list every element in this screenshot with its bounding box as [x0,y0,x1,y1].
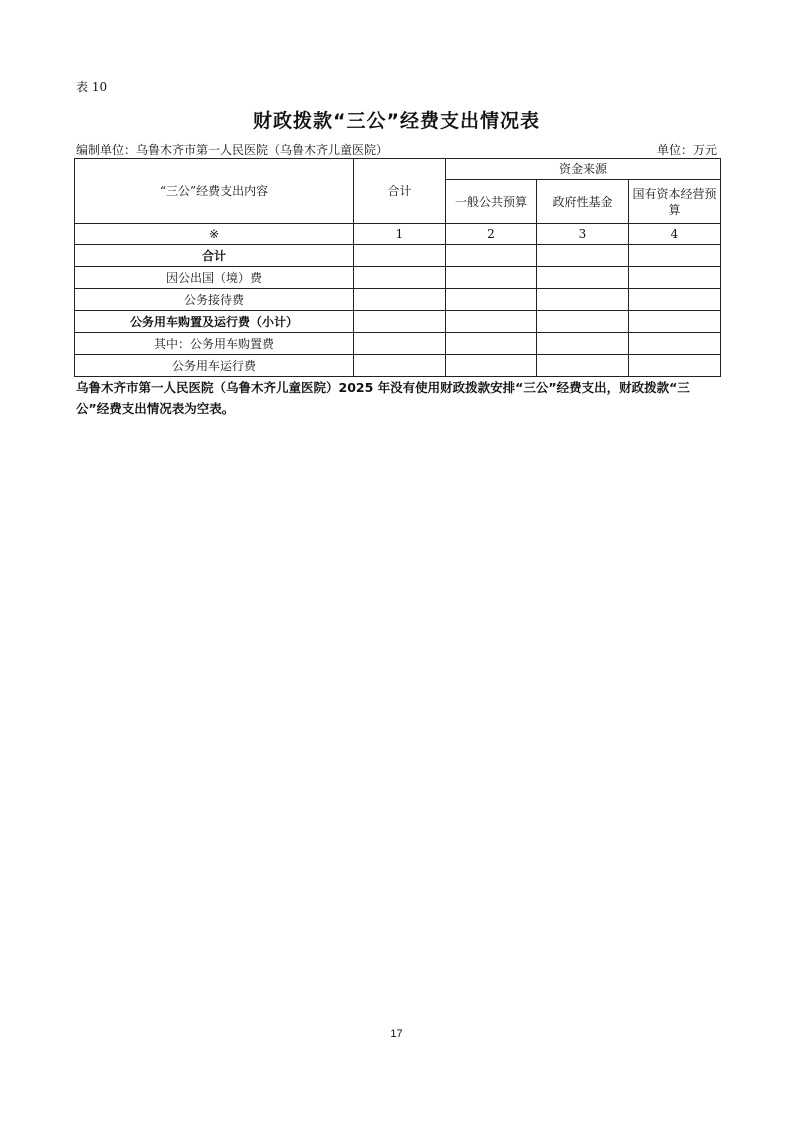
cell [629,311,721,333]
page-title: 财政拨款“三公”经费支出情况表 [253,110,540,132]
table-row [75,355,721,377]
empty-table-note: 乌鲁木齐市第一人民医院（乌鲁木齐儿童医院）2025 年没有使用财政拨款安排“三公”经费支出，财政拨款“三公”经费支出情况表为空表。 [76,380,690,416]
table-row [75,333,721,355]
cell [446,333,537,355]
expense-table [74,158,721,377]
index-cell: 3 [537,224,629,245]
header-item: “三公”经费支出内容 [75,159,354,224]
index-row [75,224,721,245]
cell [537,245,629,267]
table-row [75,245,721,267]
cell [629,267,721,289]
cell [537,267,629,289]
cell [446,245,537,267]
cell [354,333,446,355]
index-cell: 1 [354,224,446,245]
row-label: 合计 [75,245,354,267]
row-label: 因公出国（境）费 [75,267,354,289]
cell [446,267,537,289]
cell [537,333,629,355]
row-label: 公务用车购置及运行费（小计） [75,311,354,333]
unit-label: 单位：万元 [656,143,717,157]
cell [537,355,629,377]
page-number: 17 [390,1028,403,1040]
cell [446,355,537,377]
row-label: 其中：公务用车购置费 [75,333,354,355]
row-label: 公务接待费 [75,289,354,311]
cell [537,311,629,333]
header-general-budget: 一般公共预算 [446,180,537,224]
cell [354,355,446,377]
row-label: 公务用车运行费 [75,355,354,377]
cell [629,355,721,377]
header-government-fund: 政府性基金 [537,180,629,224]
cell [354,311,446,333]
table-row [75,289,721,311]
cell [537,289,629,311]
header-source-group: 资金来源 [446,159,721,180]
cell [354,289,446,311]
index-cell: ※ [75,224,354,245]
table-row [75,267,721,289]
cell [629,289,721,311]
org-label: 编制单位：乌鲁木齐市第一人民医院（乌鲁木齐儿童医院） [76,143,389,157]
table-label: 表 10 [76,80,108,94]
header-state-capital: 国有资本经营预算 [629,180,721,224]
index-cell: 2 [446,224,537,245]
cell [354,267,446,289]
header-total: 合计 [354,159,446,224]
cell [629,245,721,267]
table-row [75,311,721,333]
cell [629,333,721,355]
cell [354,245,446,267]
cell [446,289,537,311]
cell [446,311,537,333]
index-cell: 4 [629,224,721,245]
